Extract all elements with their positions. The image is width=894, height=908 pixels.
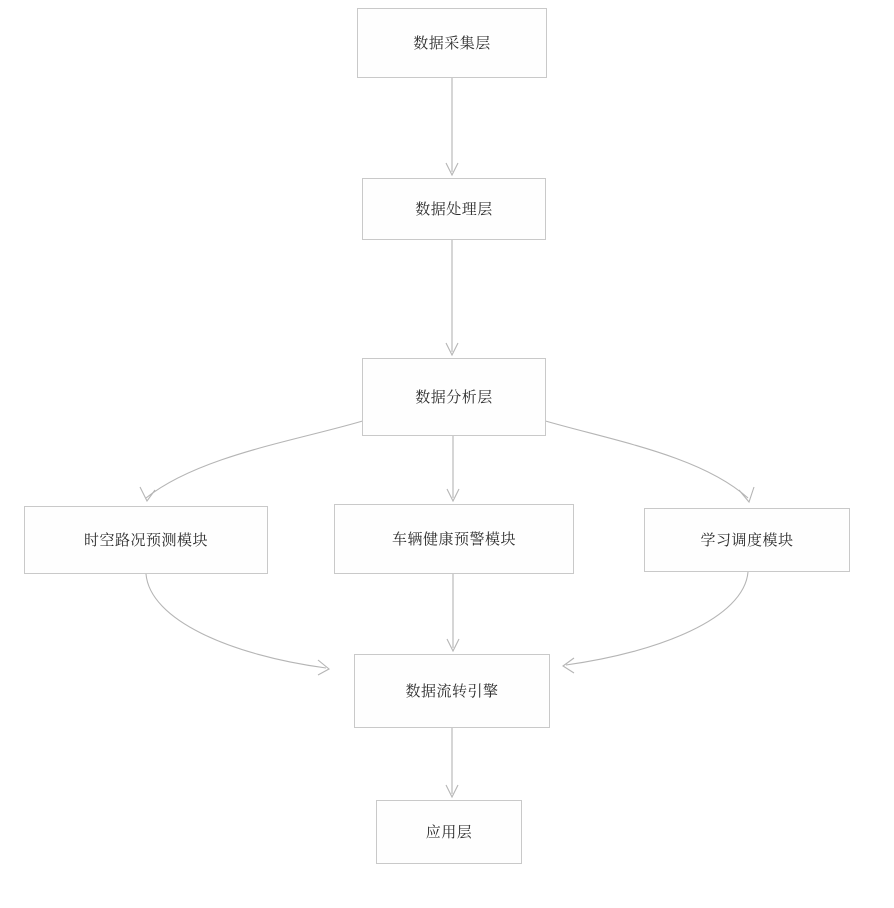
edge-analyze-traffic: [146, 420, 366, 498]
node-label: 数据处理层: [415, 200, 493, 218]
node-traffic-prediction-module[interactable]: [24, 506, 268, 574]
node-label: 时空路况预测模块: [83, 531, 208, 549]
node-data-processing-layer[interactable]: [362, 178, 546, 240]
node-learning-scheduling-module[interactable]: [644, 508, 850, 572]
node-label: 数据分析层: [415, 388, 493, 406]
node-application-layer[interactable]: [376, 800, 522, 864]
node-label: 数据流转引擎: [405, 682, 499, 700]
arrowhead-traffic: [140, 487, 155, 501]
node-label: 数据采集层: [413, 34, 491, 52]
arrowhead-engine-right: [563, 658, 574, 673]
node-label: 学习调度模块: [700, 531, 794, 549]
node-data-collection-layer[interactable]: [357, 8, 547, 78]
edge-analyze-learning: [542, 420, 748, 498]
edge-traffic-engine: [146, 574, 326, 668]
node-data-flow-engine[interactable]: [354, 654, 550, 728]
node-label: 车辆健康预警模块: [391, 530, 516, 548]
node-data-analysis-layer[interactable]: [362, 358, 546, 436]
node-label: 应用层: [425, 823, 473, 841]
node-vehicle-health-warning-module[interactable]: [334, 504, 574, 574]
arrowhead-learning: [739, 487, 754, 502]
edge-learning-engine: [566, 572, 748, 665]
